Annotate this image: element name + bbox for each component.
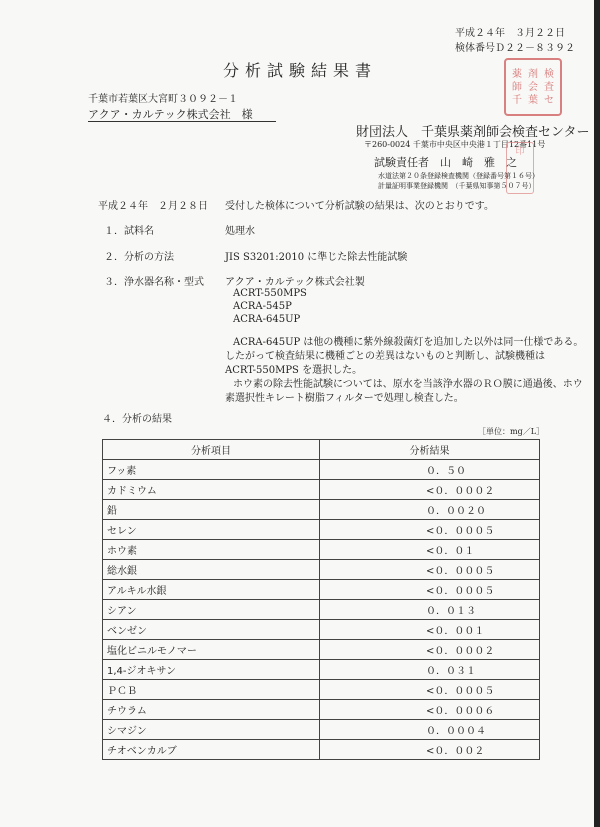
row-result: ０．０００４ bbox=[320, 720, 540, 740]
registration-water: 水道法第２０条登録検査機関（登録番号第１６号） bbox=[378, 172, 539, 180]
row-item: チウラム bbox=[103, 700, 320, 720]
table-row bbox=[103, 540, 540, 560]
table-row bbox=[103, 640, 540, 660]
row-item: 総水銀 bbox=[103, 560, 320, 580]
manager-label: 試験責任者 bbox=[374, 156, 429, 169]
table-row bbox=[103, 580, 540, 600]
row-item: ベンゼン bbox=[103, 620, 320, 640]
row-result: <０．００２ bbox=[320, 740, 540, 760]
row-result: <０．０１ bbox=[320, 540, 540, 560]
row-result: <０．０００６ bbox=[320, 700, 540, 720]
row-item: 塩化ビニルモノマー bbox=[103, 640, 320, 660]
table-row bbox=[103, 500, 540, 520]
manager-seal: 印 bbox=[506, 142, 534, 194]
table-row bbox=[103, 600, 540, 620]
note-line-4: ホウ素の除去性能試験については、原水を当該浄水器のＲＯ膜に通過後、ホウ bbox=[233, 379, 583, 390]
recipient-underline bbox=[88, 121, 276, 122]
table-row bbox=[103, 660, 540, 680]
row-result: <０．０００２ bbox=[320, 640, 540, 660]
row-result: <０．０００５ bbox=[320, 680, 540, 700]
row-result: <０．０００５ bbox=[320, 520, 540, 540]
manager-name: 山 崎 雅 之 bbox=[440, 156, 517, 169]
row-item: フッ素 bbox=[103, 460, 320, 480]
item-purifier-label: ３．浄水器名称・型式 bbox=[104, 277, 204, 288]
note-line-1: ACRA-645UP は他の機種に紫外線殺菌灯を追加した以外は同一仕様である。 bbox=[233, 337, 584, 348]
issue-date: 平成２４年 ３月２２日 bbox=[455, 28, 565, 39]
table-row bbox=[103, 680, 540, 700]
model-2: ACRA-545P bbox=[233, 301, 292, 312]
table-row bbox=[103, 700, 540, 720]
row-item: 1,4-ジオキサン bbox=[103, 660, 320, 680]
row-result: <０．０００２ bbox=[320, 480, 540, 500]
row-result: <０．０００５ bbox=[320, 560, 540, 580]
results-section-label: ４．分析の結果 bbox=[102, 414, 172, 425]
header-analysis-result: 分析結果 bbox=[320, 440, 540, 460]
table-header-row bbox=[103, 440, 540, 460]
intro-date: 平成２４年 ２月２８日 bbox=[98, 201, 208, 212]
row-item: ＰＣＢ bbox=[103, 680, 320, 700]
note-line-5: 素選択性キレート樹脂フィルターで処理し検査した。 bbox=[225, 393, 464, 404]
row-item: セレン bbox=[103, 520, 320, 540]
row-item: アルキル水銀 bbox=[103, 580, 320, 600]
registration-metrology: 計量証明事業登録機関 （千葉県知事第５０７号） bbox=[378, 182, 536, 190]
model-1: ACRT-550MPS bbox=[233, 288, 307, 299]
header-analysis-item: 分析項目 bbox=[103, 440, 320, 460]
table-row bbox=[103, 720, 540, 740]
row-result: ０．０１３ bbox=[320, 600, 540, 620]
specimen-number: 検体番号Ｄ２２－８３９２ bbox=[455, 43, 575, 54]
row-result: ０．０３１ bbox=[320, 660, 540, 680]
model-3: ACRA-645UP bbox=[233, 314, 301, 325]
results-unit: ［単位：mg／L］ bbox=[478, 427, 545, 436]
row-item: 鉛 bbox=[103, 500, 320, 520]
document-title: 分析試験結果書 bbox=[222, 61, 377, 80]
row-result: <０．００１ bbox=[320, 620, 540, 640]
scan-edge bbox=[594, 0, 600, 827]
issuer-org: 財団法人 千葉県薬剤師会検査センター bbox=[356, 125, 590, 140]
table-row bbox=[103, 740, 540, 760]
row-item: シアン bbox=[103, 600, 320, 620]
item-method-label: ２．分析の方法 bbox=[104, 252, 174, 263]
row-result: ０．５０ bbox=[320, 460, 540, 480]
row-item: シマジン bbox=[103, 720, 320, 740]
table-row bbox=[103, 520, 540, 540]
recipient-address: 千葉市若葉区大宮町３０９２－１ bbox=[88, 94, 238, 105]
note-line-2: したがって検査結果に機種ごとの差異はないものと判断し、試験機種は bbox=[225, 351, 545, 362]
row-item: カドミウム bbox=[103, 480, 320, 500]
table-row bbox=[103, 460, 540, 480]
table-row bbox=[103, 560, 540, 580]
note-line-3: ACRT-550MPS を選択した。 bbox=[225, 365, 363, 376]
official-seal: 薬 剤 検 師 会 査 千 葉 セ bbox=[504, 58, 562, 116]
item-sample-value: 処理水 bbox=[225, 226, 255, 237]
table-row bbox=[103, 480, 540, 500]
item-method-value: JIS S3201:2010 に準じた除去性能試験 bbox=[225, 252, 408, 263]
row-item: チオベンカルブ bbox=[103, 740, 320, 760]
results-table bbox=[102, 439, 540, 760]
table-row bbox=[103, 620, 540, 640]
row-result: <０．０００５ bbox=[320, 580, 540, 600]
recipient-name: アクア・カルテック株式会社 様 bbox=[88, 108, 253, 121]
row-result: ０．００２０ bbox=[320, 500, 540, 520]
item-purifier-value: アクア・カルテック株式会社製 bbox=[225, 277, 365, 288]
intro-text: 受付した検体について分析試験の結果は、次のとおりです。 bbox=[225, 201, 494, 212]
item-sample-label: １．試料名 bbox=[104, 226, 154, 237]
issuer-address: 〒260-0024 千葉市中央区中央港１丁目12番11号 bbox=[364, 140, 546, 149]
row-item: ホウ素 bbox=[103, 540, 320, 560]
